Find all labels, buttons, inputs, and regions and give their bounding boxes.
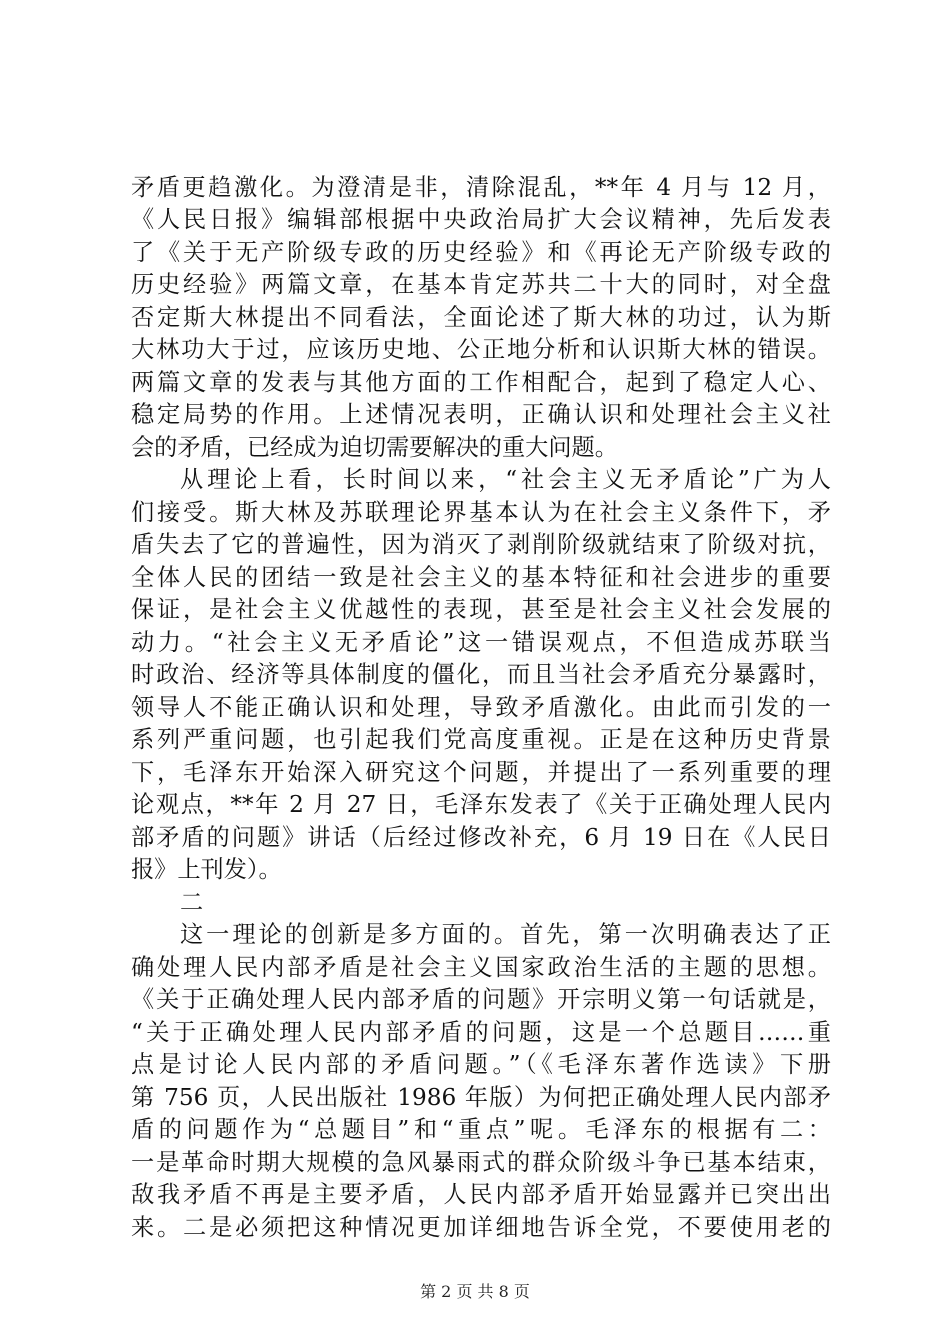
text-line: “关于正确处理人民内部矛盾的问题，这是一个总题目……重 [131, 1019, 831, 1046]
text-line: 一是革命时期大规模的急风暴雨式的群众阶级斗争已基本结束， [131, 1149, 831, 1176]
text-line: 时政治、经济等具体制度的僵化，而且当社会矛盾充分暴露时， [131, 661, 831, 688]
text-line: 报》上刊发）。 [131, 856, 282, 883]
text-line: 确处理人民内部矛盾是社会主义国家政治生活的主题的思想。 [131, 954, 831, 981]
text-line: 敌我矛盾不再是主要矛盾，人民内部矛盾开始显露并已突出出 [131, 1181, 831, 1208]
text-line: 下，毛泽东开始深入研究这个问题，并提出了一系列重要的理 [131, 759, 831, 786]
text-line: 两篇文章的发表与其他方面的工作相配合，起到了稳定人心、 [131, 369, 831, 396]
text-line: 论观点，**年 2 月 27 日，毛泽东发表了《关于正确处理人民内 [131, 791, 831, 818]
text-line: 稳定局势的作用。上述情况表明，正确认识和处理社会主义社 [131, 401, 831, 428]
text-line: 了《关于无产阶级专政的历史经验》和《再论无产阶级专政的 [131, 239, 831, 266]
text-line: 保证，是社会主义优越性的表现，甚至是社会主义社会发展的 [131, 596, 831, 623]
text-line: 盾失去了它的普遍性，因为消灭了剥削阶级就结束了阶级对抗， [131, 531, 831, 558]
text-line: 动力。“社会主义无矛盾论”这一错误观点，不但造成苏联当 [131, 629, 831, 656]
text-line: 系列严重问题，也引起我们党高度重视。正是在这种历史背景 [131, 726, 831, 753]
text-line: 会的矛盾，已经成为迫切需要解决的重大问题。 [131, 434, 618, 461]
text-line: 这一理论的创新是多方面的。首先，第一次明确表达了正 [180, 921, 831, 948]
text-line: 从理论上看，长时间以来，“社会主义无矛盾论”广为人 [180, 466, 831, 493]
text-line: 矛盾更趋激化。为澄清是非，清除混乱，**年 4 月与 12 月， [131, 174, 831, 201]
text-line: 否定斯大林提出不同看法，全面论述了斯大林的功过，认为斯 [131, 304, 831, 331]
text-line: 《人民日报》编辑部根据中央政治局扩大会议精神，先后发表 [131, 206, 831, 233]
text-line: 们接受。斯大林及苏联理论界基本认为在社会主义条件下，矛 [131, 499, 831, 526]
text-line: 第 756 页，人民出版社 1986 年版）为何把正确处理人民内部矛 [131, 1084, 831, 1111]
text-line: 部矛盾的问题》讲话（后经过修改补充，6 月 19 日在《人民日 [131, 824, 831, 851]
text-line: 点是讨论人民内部的矛盾问题。”（《毛泽东著作选读》下册 [131, 1051, 831, 1078]
page-number: 第 2 页 共 8 页 [420, 1282, 530, 1301]
text-line: 《关于正确处理人民内部矛盾的问题》开宗明义第一句话就是， [131, 986, 831, 1013]
text-line: 盾的问题作为“总题目”和“重点”呢。毛泽东的根据有二： [131, 1116, 831, 1143]
text-line: 大林功大于过，应该历史地、公正地分析和认识斯大林的错误。 [131, 336, 831, 363]
text-line: 全体人民的团结一致是社会主义的基本特征和社会进步的重要 [131, 564, 831, 591]
section-heading: 二 [180, 889, 204, 916]
text-line: 领导人不能正确认识和处理，导致矛盾激化。由此而引发的一 [131, 694, 831, 721]
text-line: 来。二是必须把这种情况更加详细地告诉全党，不要使用老的 [131, 1214, 831, 1241]
text-line: 历史经验》两篇文章，在基本肯定苏共二十大的同时，对全盘 [131, 271, 831, 298]
